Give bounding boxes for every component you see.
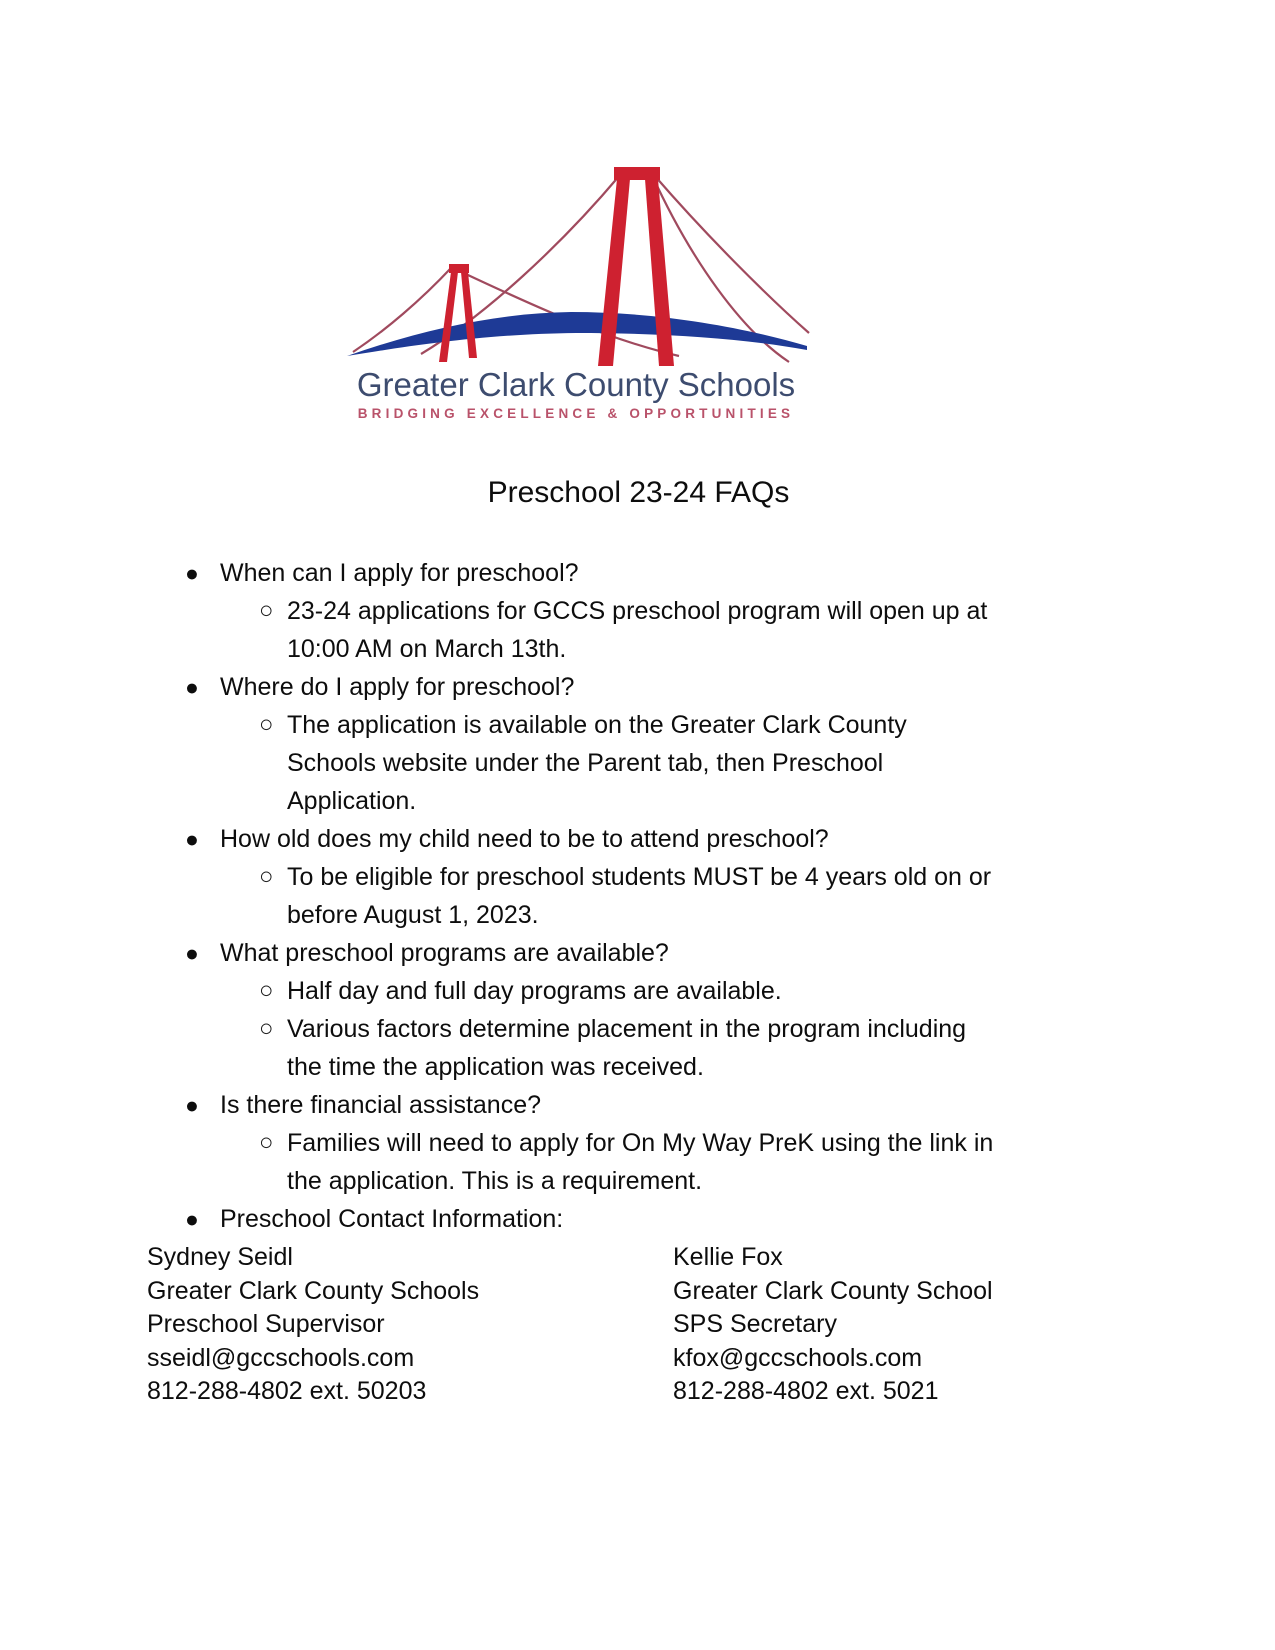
faq-answer-text: To be eligible for preschool students MUST be 4 years old on or xyxy=(287,863,992,891)
contact-role: Preschool Supervisor xyxy=(147,1310,385,1338)
bullet-dot-icon: ● xyxy=(185,1092,199,1118)
bullet-dot-icon: ● xyxy=(185,560,199,586)
contact-org: Greater Clark County School xyxy=(673,1276,993,1305)
contact-email: kfox@gccschools.com xyxy=(673,1343,923,1372)
faq-answer-text: Various factors determine placement in the program including xyxy=(287,1015,967,1043)
bullet-circle-icon: ○ xyxy=(259,711,274,738)
faq-answer-text: before August 1, 2023. xyxy=(287,901,539,929)
faq-question-text: What preschool programs are available? xyxy=(220,939,669,967)
bridge-wave-shape xyxy=(347,312,807,356)
bullet-dot-icon: ● xyxy=(185,940,199,966)
faq-question-row xyxy=(147,934,1130,972)
faq-answer-text: The application is available on the Greater Clark County xyxy=(287,711,907,739)
tower-leg xyxy=(439,272,458,362)
bullet-dot-icon: ● xyxy=(185,1206,199,1232)
faq-answer-row xyxy=(147,1048,1130,1086)
contact-card-sydney xyxy=(147,1241,673,1409)
tower-crossbar xyxy=(449,264,469,273)
cable-line xyxy=(654,175,809,333)
faq-answer-text: Schools website under the Parent tab, then Preschool xyxy=(287,749,884,777)
faq-answer-row xyxy=(147,1124,1130,1162)
bridge-tower-small xyxy=(439,264,477,362)
bullet-dot-icon: ● xyxy=(185,674,199,700)
faq-question-text: How old does my child need to be to attend preschool? xyxy=(220,825,829,853)
logo-tagline: BRIDGING EXCELLENCE & OPPORTUNITIES xyxy=(357,406,795,421)
faq-answer-text: 23-24 applications for GCCS preschool program will open up at xyxy=(287,597,988,625)
faq-answer-text: 10:00 AM on March 13th. xyxy=(287,635,567,663)
tower-leg xyxy=(645,179,674,366)
logo-org-name: Greater Clark County Schools xyxy=(356,366,796,403)
tower-crossbar xyxy=(614,167,660,180)
faq-answer-row xyxy=(147,858,1130,896)
faq-answer-row xyxy=(147,706,1130,744)
bullet-circle-icon: ○ xyxy=(259,597,274,624)
faq-question-row xyxy=(147,668,1130,706)
bullet-circle-icon: ○ xyxy=(259,863,274,890)
page-title: Preschool 23-24 FAQs xyxy=(487,476,790,509)
faq-answer-row xyxy=(147,1010,1130,1048)
faq-answer-text: Half day and full day programs are available. xyxy=(287,977,782,1005)
contact-card-kellie xyxy=(673,1241,1130,1409)
contact-email: sseidl@gccschools.com xyxy=(147,1343,415,1372)
faq-answer-row xyxy=(147,972,1130,1010)
contact-name: Kellie Fox xyxy=(673,1243,783,1271)
contact-name: Sydney Seidl xyxy=(147,1243,293,1271)
faq-answer-text: Application. xyxy=(287,787,417,815)
bullet-circle-icon: ○ xyxy=(259,1015,274,1042)
bullet-circle-icon: ○ xyxy=(259,1129,274,1156)
tower-leg xyxy=(461,272,477,358)
tower-leg xyxy=(598,179,630,366)
faq-question-text: Preschool Contact Information: xyxy=(220,1205,564,1233)
contact-role: SPS Secretary xyxy=(673,1310,837,1338)
faq-answer-text: the application. This is a requirement. xyxy=(287,1167,703,1195)
contact-org: Greater Clark County Schools xyxy=(147,1276,480,1305)
faq-answer-text: the time the application was received. xyxy=(287,1053,704,1081)
bullet-dot-icon: ● xyxy=(185,826,199,852)
faq-question-text: Where do I apply for preschool? xyxy=(220,673,575,701)
faq-question-text: When can I apply for preschool? xyxy=(220,559,579,587)
faq-answer-row xyxy=(147,896,1130,934)
faq-list xyxy=(147,554,1130,1238)
faq-answer-row xyxy=(147,782,1130,820)
faq-answer-text: Families will need to apply for On My Way PreK using the link in xyxy=(287,1129,994,1157)
cable-line xyxy=(453,268,679,356)
faq-question-row xyxy=(147,1086,1130,1124)
faq-answer-row xyxy=(147,630,1130,668)
faq-question-row xyxy=(147,820,1130,858)
contact-columns xyxy=(147,1241,1130,1409)
contact-phone: 812-288-4802 ext. 50203 xyxy=(147,1377,427,1405)
faq-answer-row xyxy=(147,592,1130,630)
faq-answer-row xyxy=(147,1162,1130,1200)
bridge-logo-icon xyxy=(340,145,812,368)
faq-question-row xyxy=(147,554,1130,592)
faq-answer-row xyxy=(147,744,1130,782)
bullet-circle-icon: ○ xyxy=(259,977,274,1004)
faq-question-row xyxy=(147,1200,1130,1238)
contact-phone: 812-288-4802 ext. 5021 xyxy=(673,1377,939,1405)
gccs-logo xyxy=(340,145,812,445)
faq-question-text: Is there financial assistance? xyxy=(220,1091,542,1119)
